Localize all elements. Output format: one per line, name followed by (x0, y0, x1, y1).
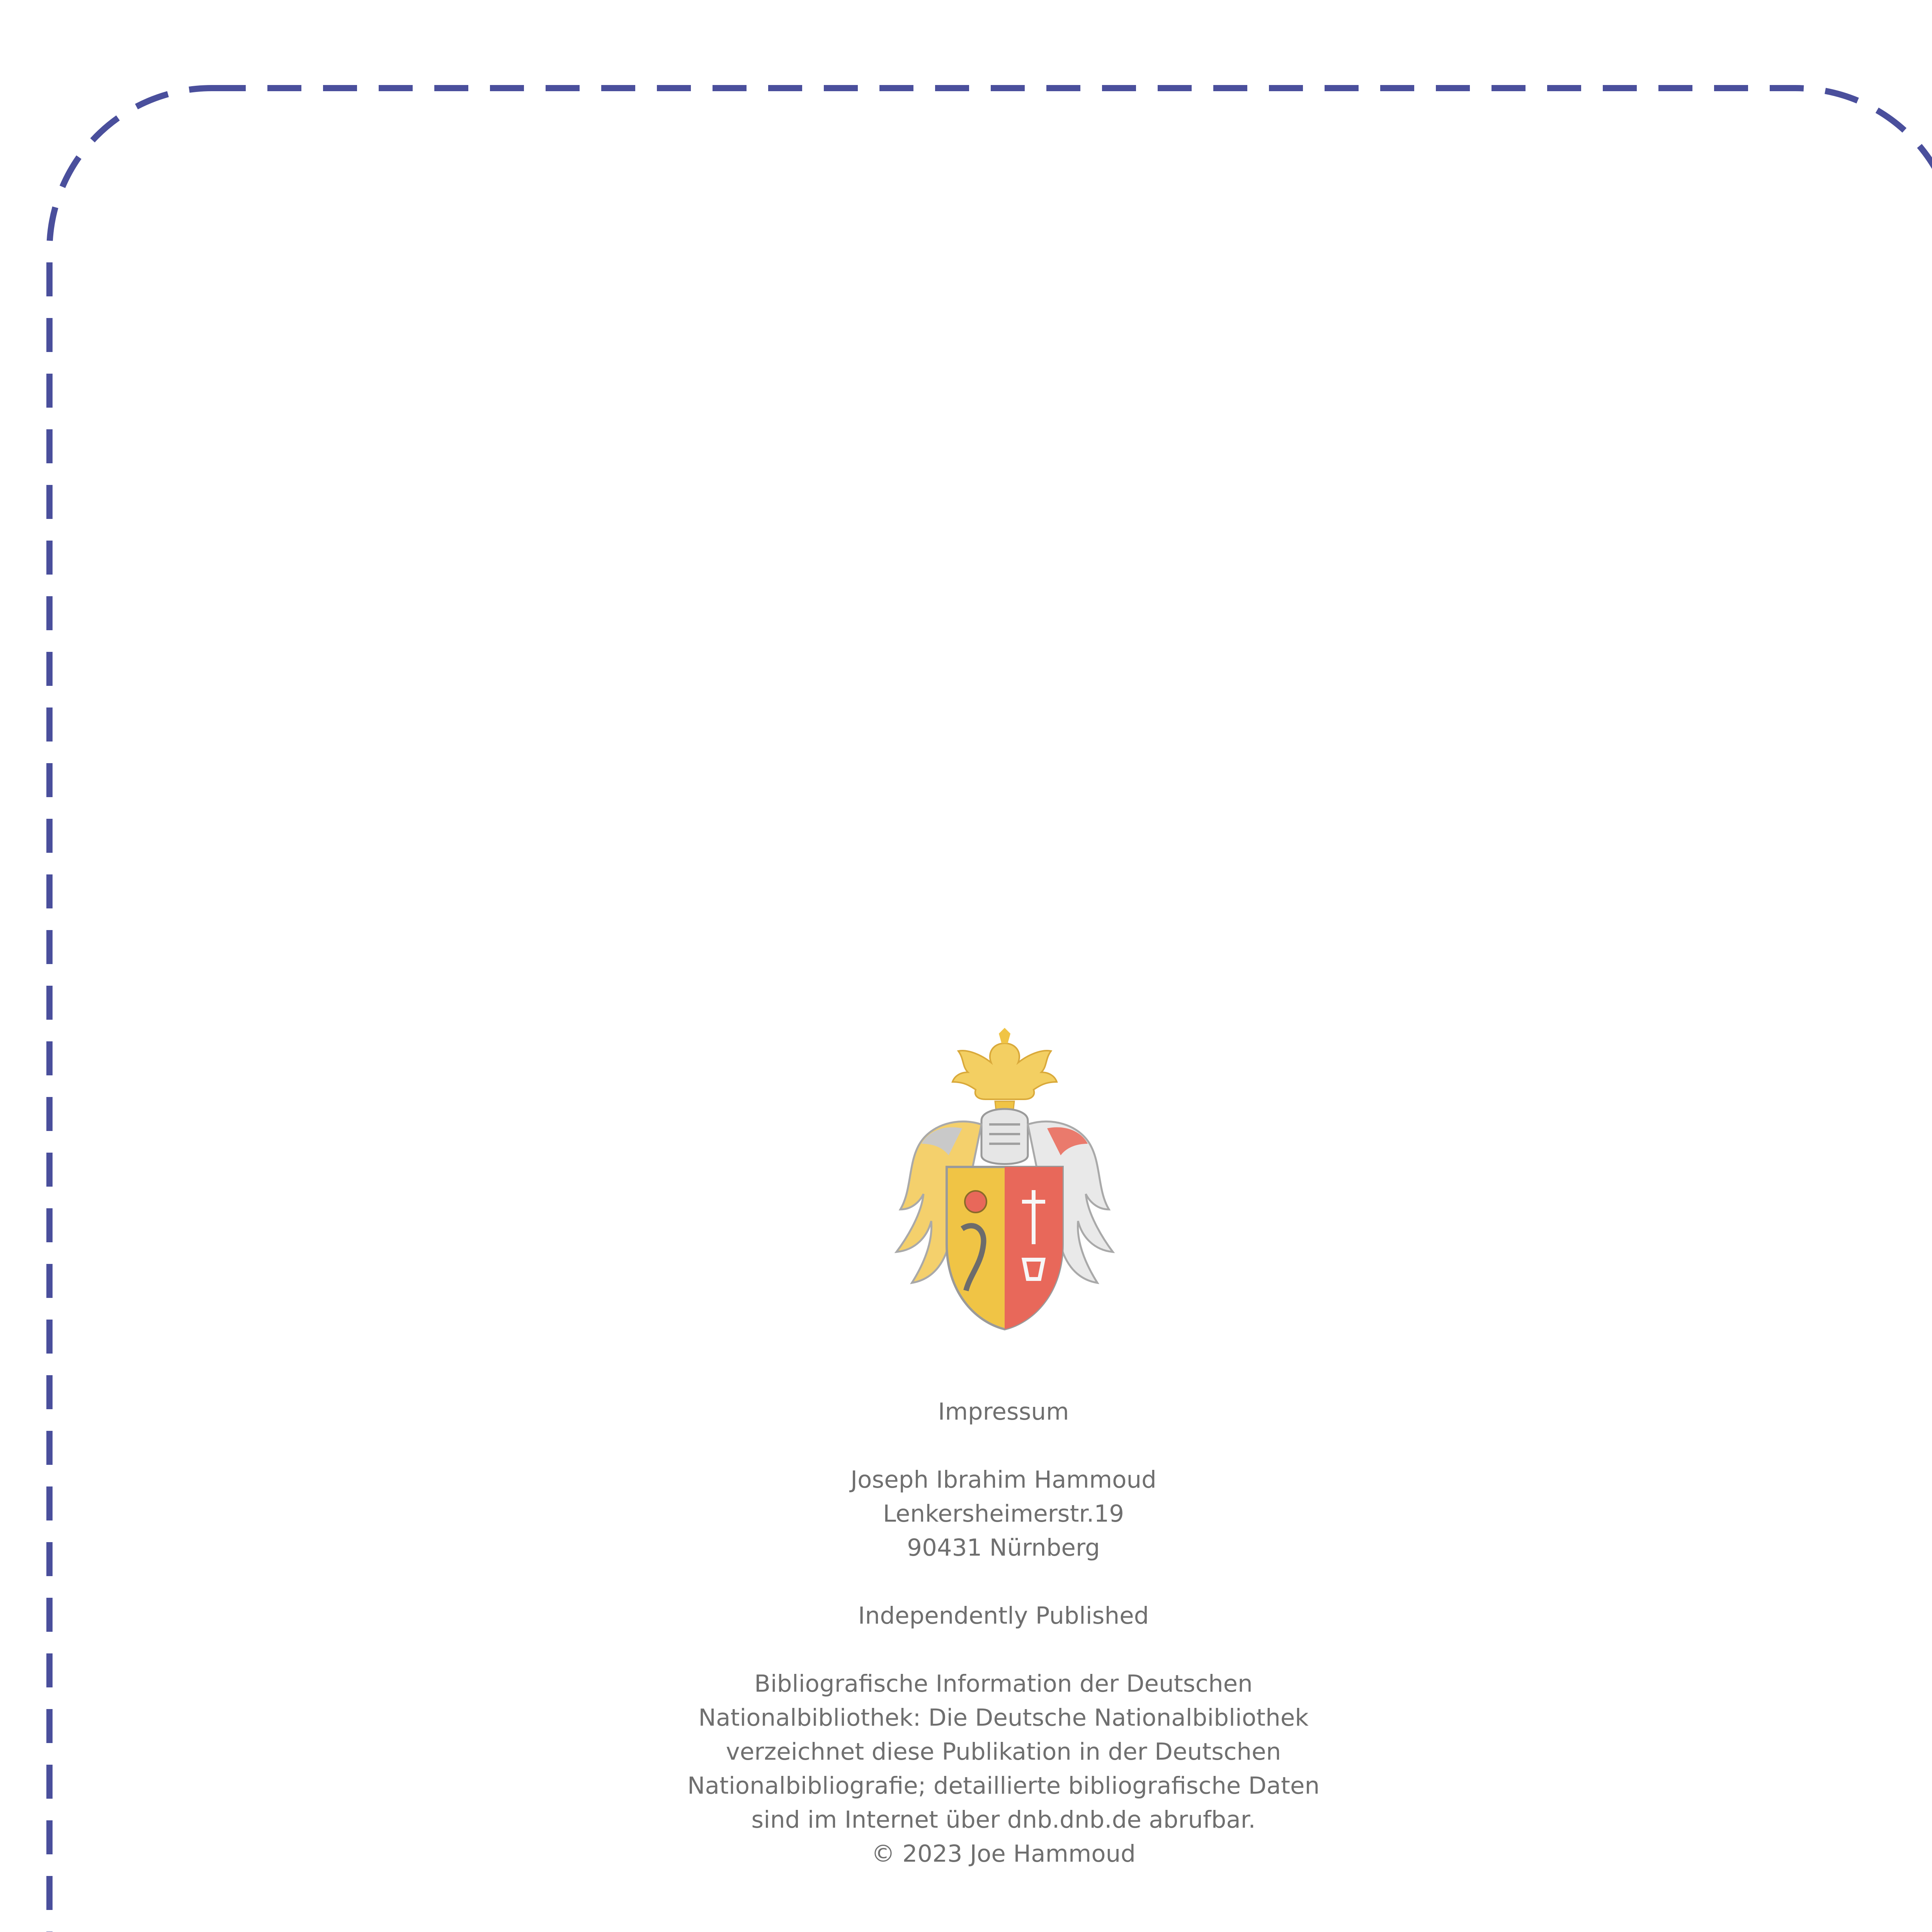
author-name: Joseph Ibrahim Hammoud (850, 1466, 1156, 1493)
helmet-icon (981, 1109, 1028, 1164)
spacer (464, 1565, 1543, 1599)
coat-of-arms-icon (885, 1028, 1124, 1337)
biblio-line: sind im Internet über dnb.dnb.de abrufbar. (751, 1806, 1256, 1833)
city-address: 90431 Nürnberg (907, 1534, 1100, 1561)
biblio-line: verzeichnet diese Publikation in der Deutschen (726, 1738, 1281, 1765)
eagle-icon (952, 1028, 1057, 1119)
biblio-line: Bibliografische Information der Deutschen (754, 1670, 1253, 1697)
biblio-line: Nationalbibliothek: Die Deutsche Nationalbibliothek (698, 1704, 1309, 1731)
publisher-note: Independently Published (858, 1602, 1149, 1629)
spacer (464, 1633, 1543, 1667)
shield-icon (947, 1167, 1063, 1329)
impressum-heading: Impressum (938, 1398, 1069, 1425)
impressum-block (464, 1395, 1543, 1871)
spacer (464, 1429, 1543, 1463)
biblio-line: Nationalbibliografie; detaillierte bibliografische Daten (687, 1772, 1320, 1799)
impressum-copyright: © 2023 Joe Hammoud (871, 1840, 1136, 1867)
street-address: Lenkersheimerstr.19 (883, 1500, 1124, 1527)
